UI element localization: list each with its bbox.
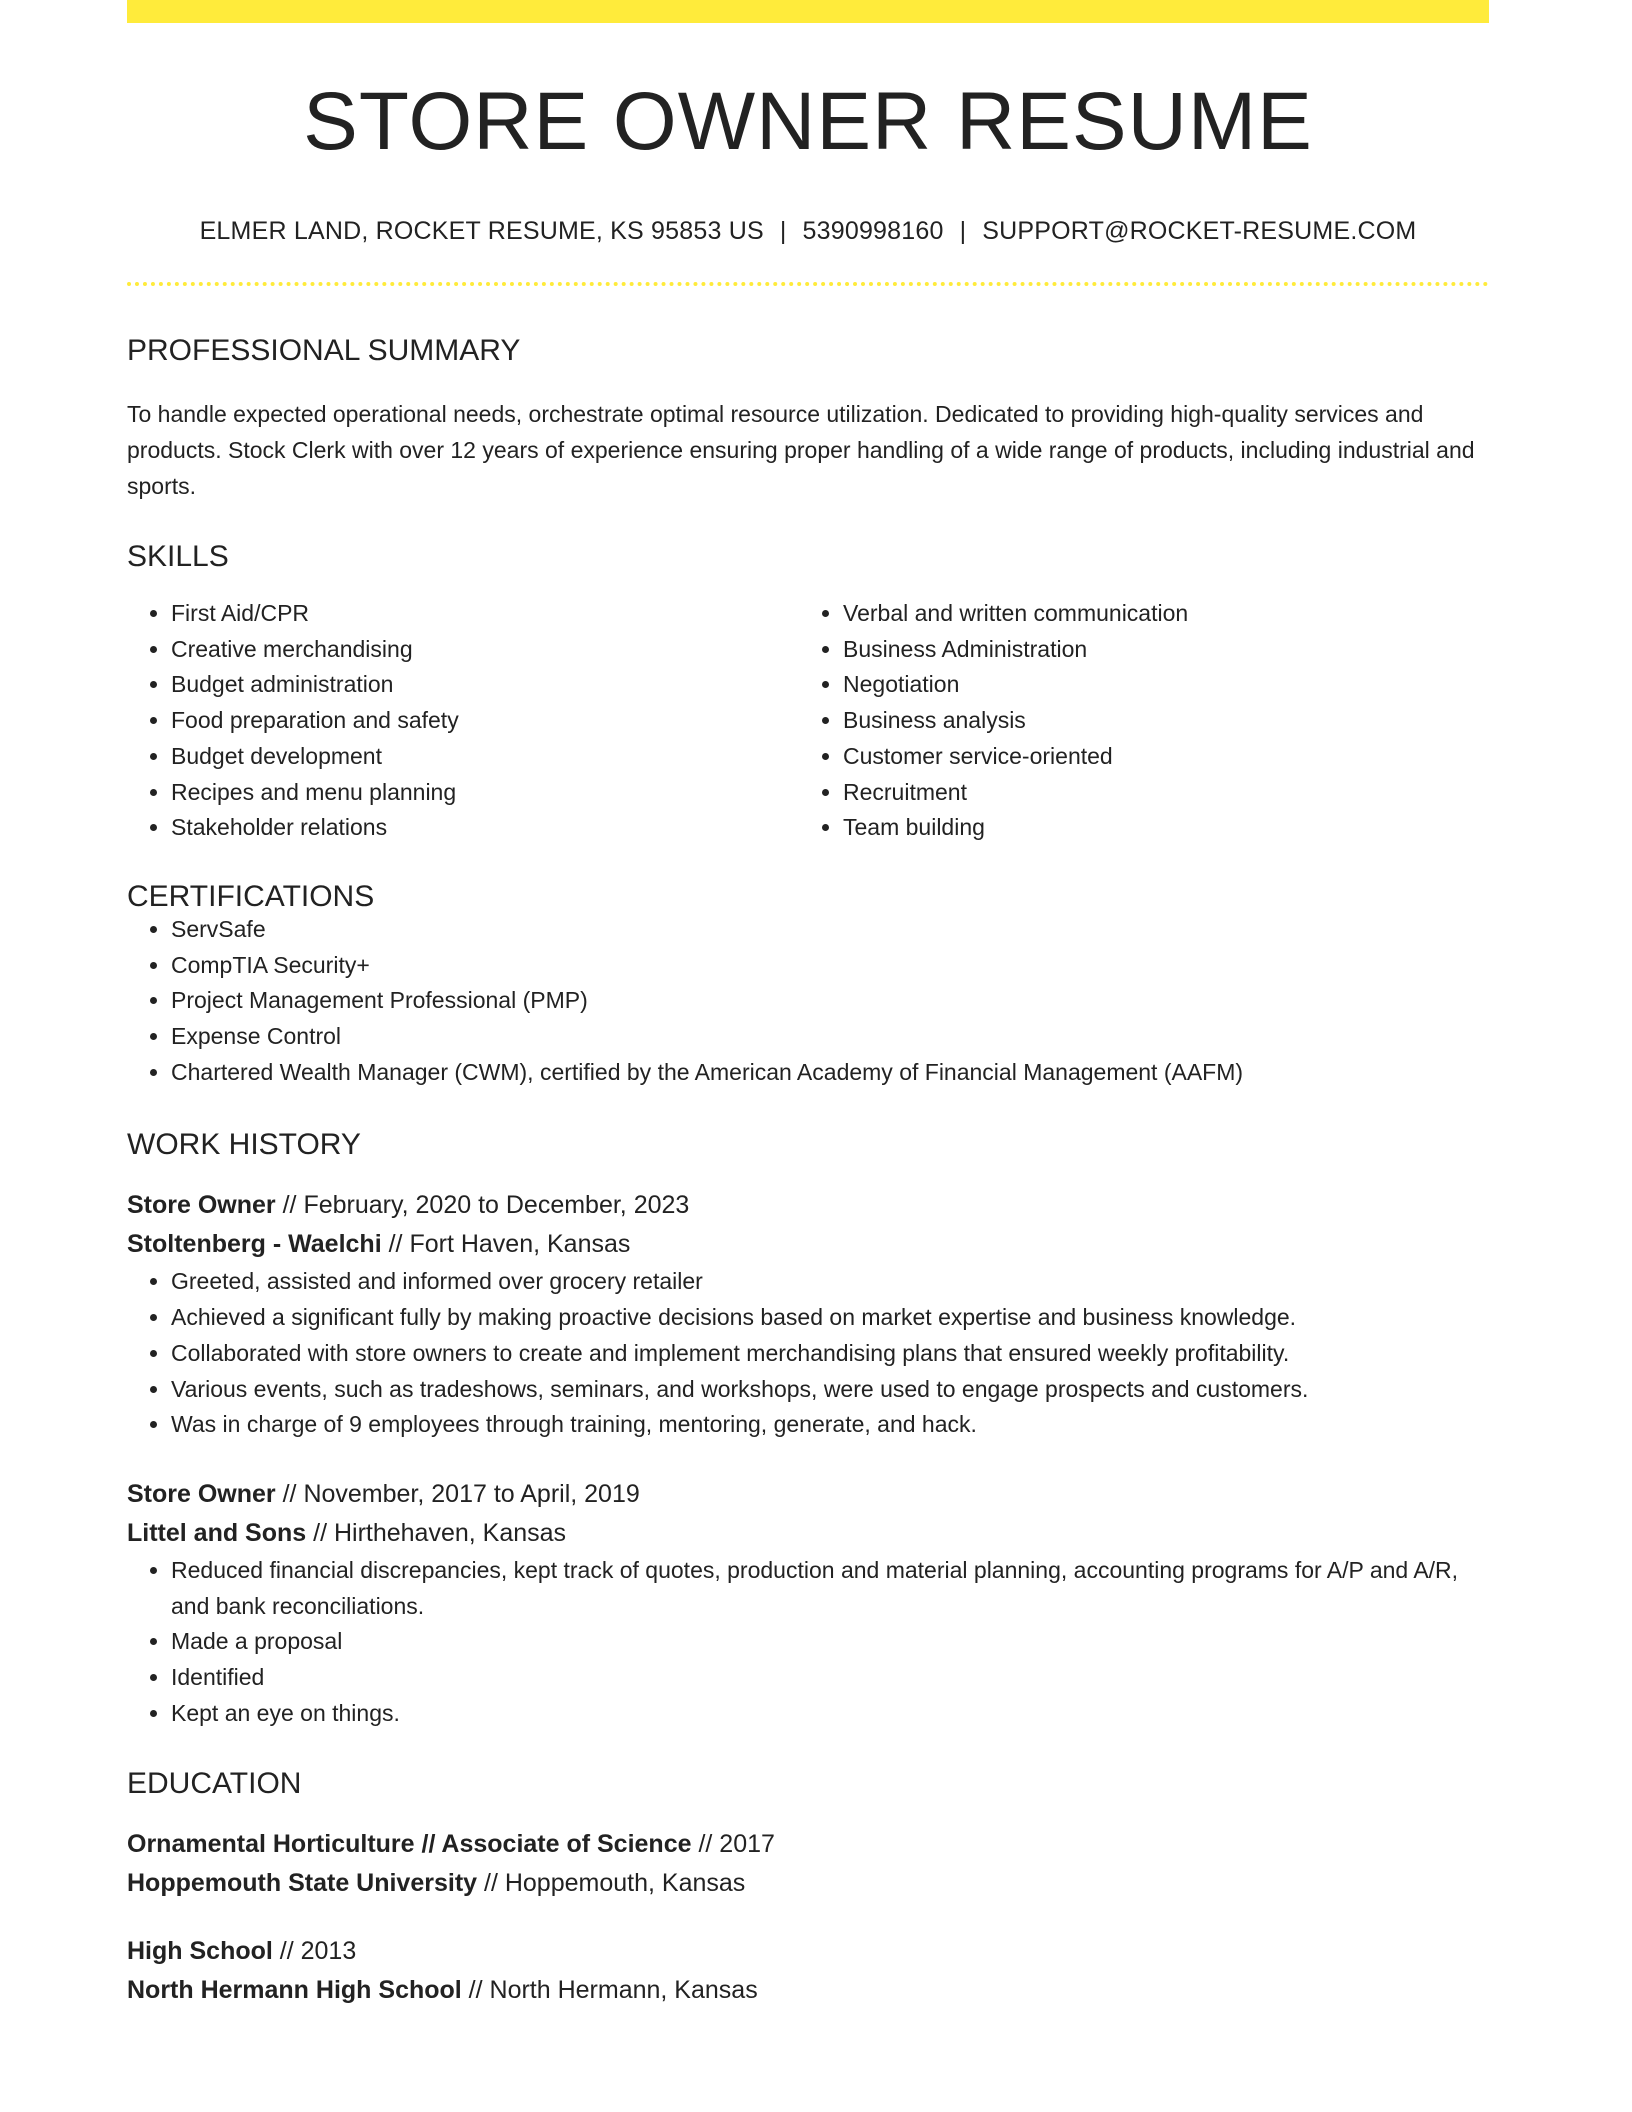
skills-list-right bbox=[799, 596, 1471, 846]
education-degree: Ornamental Horticulture // Associate of Science bbox=[127, 1830, 692, 1859]
job-bullet: • Reduced financial discrepancies, kept track of quotes, production and material planning, accounting programs for A/P and A/R, and bank reconciliations. bbox=[171, 1553, 1489, 1624]
job-role-line bbox=[127, 1475, 1489, 1514]
certifications-list bbox=[127, 912, 1489, 1091]
job-role-line bbox=[127, 1186, 1489, 1225]
job-bullet: • Collaborated with store owners to create and implement merchandising plans that ensured weekly profitability. bbox=[171, 1336, 1489, 1372]
certification-item: • Chartered Wealth Manager (CWM), certified by the American Academy of Financial Management (AAFM) bbox=[171, 1055, 1489, 1091]
skill-item: • Customer service-oriented bbox=[843, 739, 1471, 775]
education-entry bbox=[127, 1932, 1489, 2010]
education-degree-line bbox=[127, 1825, 1489, 1864]
education-location: // North Hermann, Kansas bbox=[461, 1976, 758, 2005]
certification-item: • CompTIA Security+ bbox=[171, 948, 1489, 984]
certification-item: • Expense Control bbox=[171, 1019, 1489, 1055]
top-accent-bar bbox=[127, 0, 1489, 23]
certification-item: • ServSafe bbox=[171, 912, 1489, 948]
contact-separator: | bbox=[779, 217, 787, 245]
education-degree: High School bbox=[127, 1937, 273, 1966]
job-location: // Hirthehaven, Kansas bbox=[306, 1518, 567, 1547]
skills-list-left bbox=[127, 596, 799, 846]
skill-item: • First Aid/CPR bbox=[171, 596, 799, 632]
job-company-line bbox=[127, 1514, 1489, 1553]
education-school-line bbox=[127, 1864, 1489, 1903]
skill-item: • Team building bbox=[843, 810, 1471, 846]
page-title: STORE OWNER RESUME bbox=[303, 76, 1313, 167]
job-role: Store Owner bbox=[127, 1479, 276, 1508]
job-bullet: • Various events, such as tradeshows, seminars, and workshops, were used to engage prospects and customers. bbox=[171, 1372, 1489, 1408]
education-entry bbox=[127, 1825, 1489, 1903]
job-company: Stoltenberg - Waelchi bbox=[127, 1230, 382, 1259]
contact-address: ELMER LAND, ROCKET RESUME, KS 95853 US bbox=[199, 217, 764, 245]
skill-item: • Food preparation and safety bbox=[171, 703, 799, 739]
skills-column-left bbox=[127, 596, 799, 846]
certification-item: • Project Management Professional (PMP) bbox=[171, 983, 1489, 1019]
job-bullet: • Identified bbox=[171, 1660, 1489, 1696]
skill-item: • Budget administration bbox=[171, 667, 799, 703]
contact-separator: | bbox=[959, 217, 967, 245]
contact-phone: 5390998160 bbox=[802, 217, 944, 245]
skills-heading: SKILLS bbox=[127, 540, 229, 573]
education-location: // Hoppemouth, Kansas bbox=[477, 1869, 746, 1898]
job-company-line bbox=[127, 1225, 1489, 1264]
work-history-heading: WORK HISTORY bbox=[127, 1128, 361, 1162]
skill-item: • Business Administration bbox=[843, 632, 1471, 668]
job-bullets bbox=[127, 1264, 1489, 1443]
job-role: Store Owner bbox=[127, 1191, 276, 1220]
education-school-line bbox=[127, 1971, 1489, 2010]
skill-item: • Stakeholder relations bbox=[171, 810, 799, 846]
skill-item: • Recruitment bbox=[843, 775, 1471, 811]
job-bullets bbox=[127, 1553, 1489, 1732]
skills-columns bbox=[127, 596, 1489, 846]
job-bullet: • Greeted, assisted and informed over grocery retailer bbox=[171, 1264, 1489, 1300]
skills-column-right bbox=[799, 596, 1471, 846]
education-degree-line bbox=[127, 1932, 1489, 1971]
education-heading: EDUCATION bbox=[127, 1767, 302, 1801]
contact-line bbox=[127, 219, 1489, 244]
skill-item: • Budget development bbox=[171, 739, 799, 775]
skill-item: • Verbal and written communication bbox=[843, 596, 1471, 632]
skill-item: • Business analysis bbox=[843, 703, 1471, 739]
skill-item: • Negotiation bbox=[843, 667, 1471, 703]
certifications-heading: CERTIFICATIONS bbox=[127, 879, 375, 913]
education-year: // 2017 bbox=[691, 1830, 775, 1859]
job-bullet: • Kept an eye on things. bbox=[171, 1696, 1489, 1732]
job-bullet: • Made a proposal bbox=[171, 1624, 1489, 1660]
job-bullet: • Achieved a significant fully by making proactive decisions based on market expertise and business knowledge. bbox=[171, 1300, 1489, 1336]
job-header bbox=[127, 1186, 1489, 1264]
job-bullet: • Was in charge of 9 employees through training, mentoring, generate, and hack. bbox=[171, 1407, 1489, 1443]
education-school: North Hermann High School bbox=[127, 1976, 462, 2005]
skill-item: • Recipes and menu planning bbox=[171, 775, 799, 811]
skill-item: • Creative merchandising bbox=[171, 632, 799, 668]
resume-page bbox=[127, 0, 1489, 2010]
job-dates: // November, 2017 to April, 2019 bbox=[275, 1479, 640, 1508]
contact-email: SUPPORT@ROCKET-RESUME.COM bbox=[982, 217, 1417, 245]
job-location: // Fort Haven, Kansas bbox=[381, 1230, 631, 1259]
education-year: // 2013 bbox=[272, 1937, 357, 1966]
job-dates: // February, 2020 to December, 2023 bbox=[275, 1191, 690, 1220]
summary-text: To handle expected operational needs, orchestrate optimal resource utilization. Dedicated to providing high-quality services and products. Stock Clerk with over 12 years of experience ensuring proper handling of a wide range of products, including industrial and sports. bbox=[127, 401, 1475, 499]
dotted-divider bbox=[127, 282, 1489, 286]
job-company: Littel and Sons bbox=[127, 1518, 307, 1547]
education-school: Hoppemouth State University bbox=[127, 1869, 478, 1898]
job-header bbox=[127, 1475, 1489, 1553]
summary-heading: PROFESSIONAL SUMMARY bbox=[127, 334, 521, 367]
